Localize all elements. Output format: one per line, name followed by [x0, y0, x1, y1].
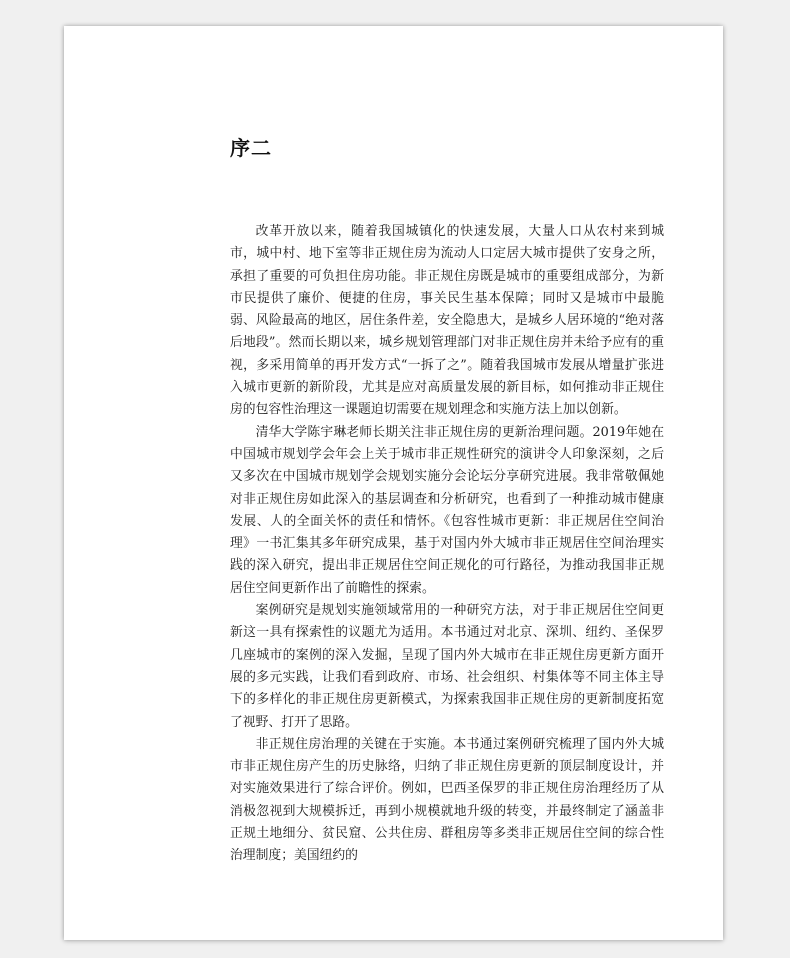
paragraph: 改革开放以来，随着我国城镇化的快速发展，大量人口从农村来到城市，城中村、地下室等非正规住房为流动人口定居大城市提供了安身之所，承担了重要的可负担住房功能。非正规住房既是城市的重要组成部分，为新市民提供了廉价、便捷的住房，事关民生基本保障；同时又是城市中最脆弱、风险最高的地区，居住条件差，安全隐患大，是城乡人居环境的“绝对落后地段”。然而长期以来，城乡规划管理部门对非正规住房并未给予应有的重视，多采用简单的再开发方式“一拆了之”。随着我国城市发展从增量扩张进入城市更新的新阶段，尤其是应对高质量发展的新目标，如何推动非正规住房的包容性治理这一课题迫切需要在规划理念和实施方法上加以创新。: [230, 224, 664, 418]
paragraph: 清华大学陈宇琳老师长期关注非正规住房的更新治理问题。2019年她在中国城市规划学会年会上关于城市非正规性研究的演讲令人印象深刻，之后又多次在中国城市规划学会规划实施分会论坛分享研究进展。我非常敬佩她对非正规住房如此深入的基层调查和分析研究，也看到了一种推动城市健康发展、人的全面关怀的责任和情怀。《包容性城市更新：非正规居住空间治理》一书汇集其多年研究成果，基于对国内外大城市非正规居住空间治理实践的深入研究，提出非正规居住空间正规化的可行路径，为推动我国非正规居住空间更新作出了前瞻性的探索。: [230, 424, 664, 596]
paragraph: 案例研究是规划实施领域常用的一种研究方法，对于非正规居住空间更新这一具有探索性的议题尤为适用。本书通过对北京、深圳、纽约、圣保罗几座城市的案例的深入发掘，呈现了国内外大城市在非正规住房更新方面开展的多元实践，让我们看到政府、市场、社会组织、村集体等不同主体主导下的多样化的非正规住房更新模式，为探索我国非正规住房的更新制度拓宽了视野、打开了思路。: [230, 603, 664, 730]
chapter-title: 序二: [230, 136, 272, 160]
body-text: [230, 221, 664, 868]
paragraph: 非正规住房治理的关键在于实施。本书通过案例研究梳理了国内外大城市非正规住房产生的历史脉络，归纳了非正规住房更新的顶层制度设计，并对实施效果进行了综合评价。例如，巴西圣保罗的非正规住房治理经历了从消极忽视到大规模拆迁，再到小规模就地升级的转变，并最终制定了涵盖非正规土地细分、贫民窟、公共住房、群租房等多类非正规居住空间的综合性治理制度；美国纽约的: [230, 736, 664, 864]
document-page: [64, 26, 723, 940]
